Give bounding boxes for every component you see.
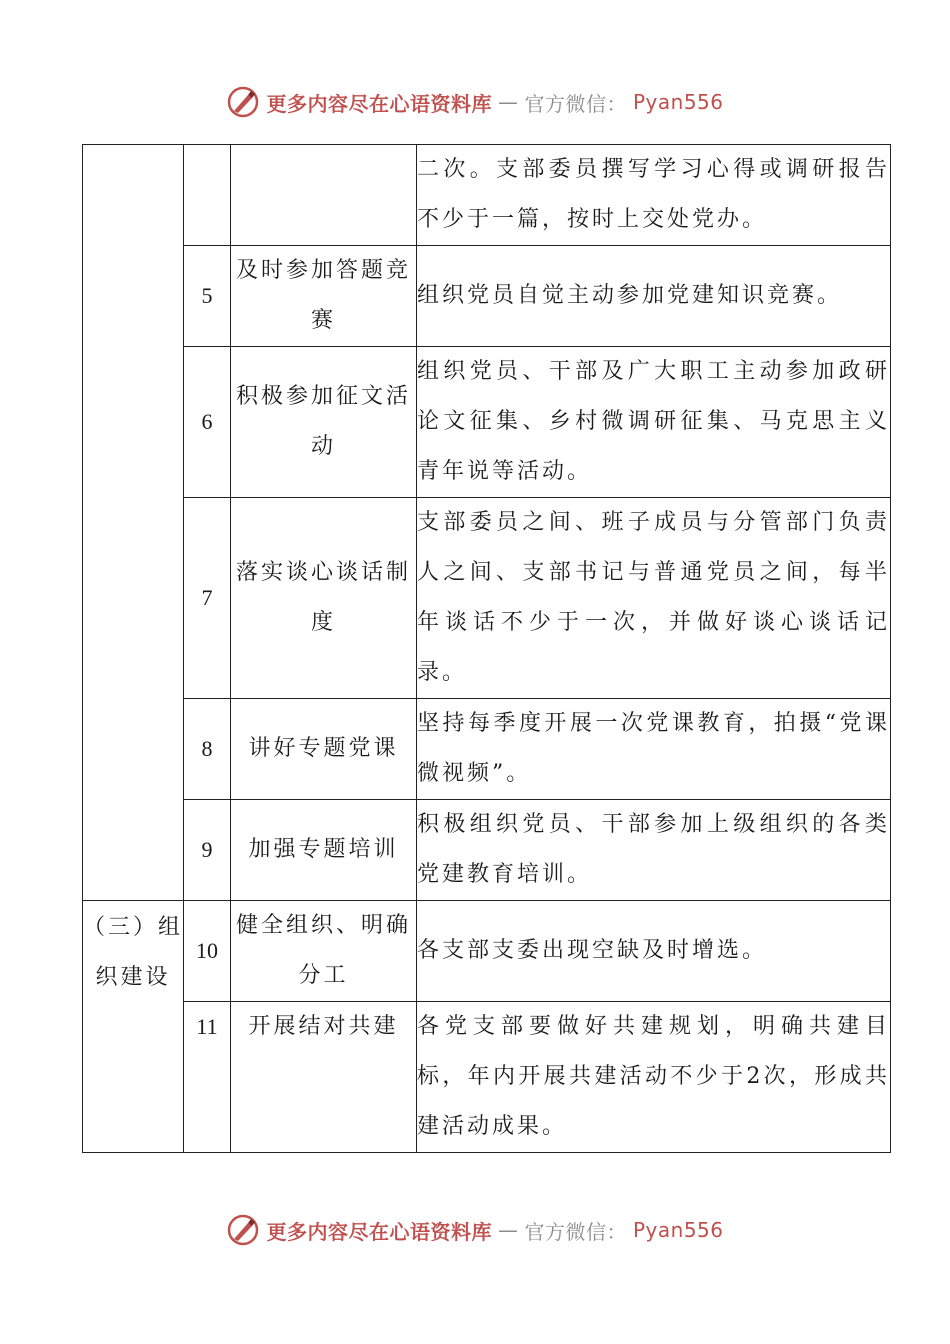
category-cell: [83, 145, 184, 901]
table-row: [83, 498, 891, 699]
watermark-wechat-id: Pyan556: [632, 90, 724, 114]
watermark-main-text: 更多内容尽在心语资料库: [266, 91, 492, 116]
pen-logo-icon: [226, 1213, 260, 1247]
watermark-wechat-id: Pyan556: [632, 1218, 724, 1242]
row-description: 坚持每季度开展一次党课教育，拍摄“党课微视频”。: [417, 699, 891, 800]
watermark-main-text: 更多内容尽在心语资料库: [266, 1219, 492, 1244]
row-item: 积极参加征文活动: [231, 347, 417, 498]
row-number: 6: [184, 347, 231, 498]
table-row: [83, 699, 891, 800]
row-description: 各支部支委出现空缺及时增选。: [417, 901, 891, 1002]
watermark-header: [0, 82, 950, 122]
watermark-sub-text: 官方微信：: [524, 1219, 627, 1244]
row-number: 7: [184, 498, 231, 699]
table-row: [83, 1002, 891, 1153]
row-item: 加强专题培训: [231, 800, 417, 901]
row-item: 讲好专题党课: [231, 699, 417, 800]
table-row: [83, 145, 891, 246]
row-item: [231, 145, 417, 246]
category-cell: （三）组织建设: [83, 901, 184, 1153]
row-description: 支部委员之间、班子成员与分管部门负责人之间、支部书记与普通党员之间，每半年谈话不少于一次，并做好谈心谈话记录。: [417, 498, 891, 699]
watermark-sub-text: 官方微信：: [524, 91, 627, 116]
row-number: 8: [184, 699, 231, 800]
work-plan-table: [82, 144, 891, 1153]
row-number: 11: [184, 1002, 231, 1153]
watermark-dash: —: [497, 1218, 519, 1242]
row-description: 积极组织党员、干部参加上级组织的各类党建教育培训。: [417, 800, 891, 901]
watermark-dash: —: [497, 90, 519, 114]
row-description: 组织党员、干部及广大职工主动参加政研论文征集、乡村微调研征集、马克思主义青年说等活动。: [417, 347, 891, 498]
table-row: [83, 347, 891, 498]
row-item: 落实谈心谈话制度: [231, 498, 417, 699]
row-item: 及时参加答题竞赛: [231, 246, 417, 347]
row-number: 5: [184, 246, 231, 347]
table-row: [83, 901, 891, 1002]
pen-logo-icon: [226, 85, 260, 119]
row-number: 10: [184, 901, 231, 1002]
table-row: [83, 246, 891, 347]
row-item: 健全组织、明确分工: [231, 901, 417, 1002]
row-description: 二次。支部委员撰写学习心得或调研报告不少于一篇，按时上交处党办。: [417, 145, 891, 246]
row-number: 9: [184, 800, 231, 901]
table-row: [83, 800, 891, 901]
row-item: 开展结对共建: [231, 1002, 417, 1153]
row-description: 组织党员自觉主动参加党建知识竞赛。: [417, 246, 891, 347]
watermark-footer: [0, 1210, 950, 1250]
row-description: 各党支部要做好共建规划，明确共建目标，年内开展共建活动不少于2次，形成共建活动成果。: [417, 1002, 891, 1153]
row-number: [184, 145, 231, 246]
